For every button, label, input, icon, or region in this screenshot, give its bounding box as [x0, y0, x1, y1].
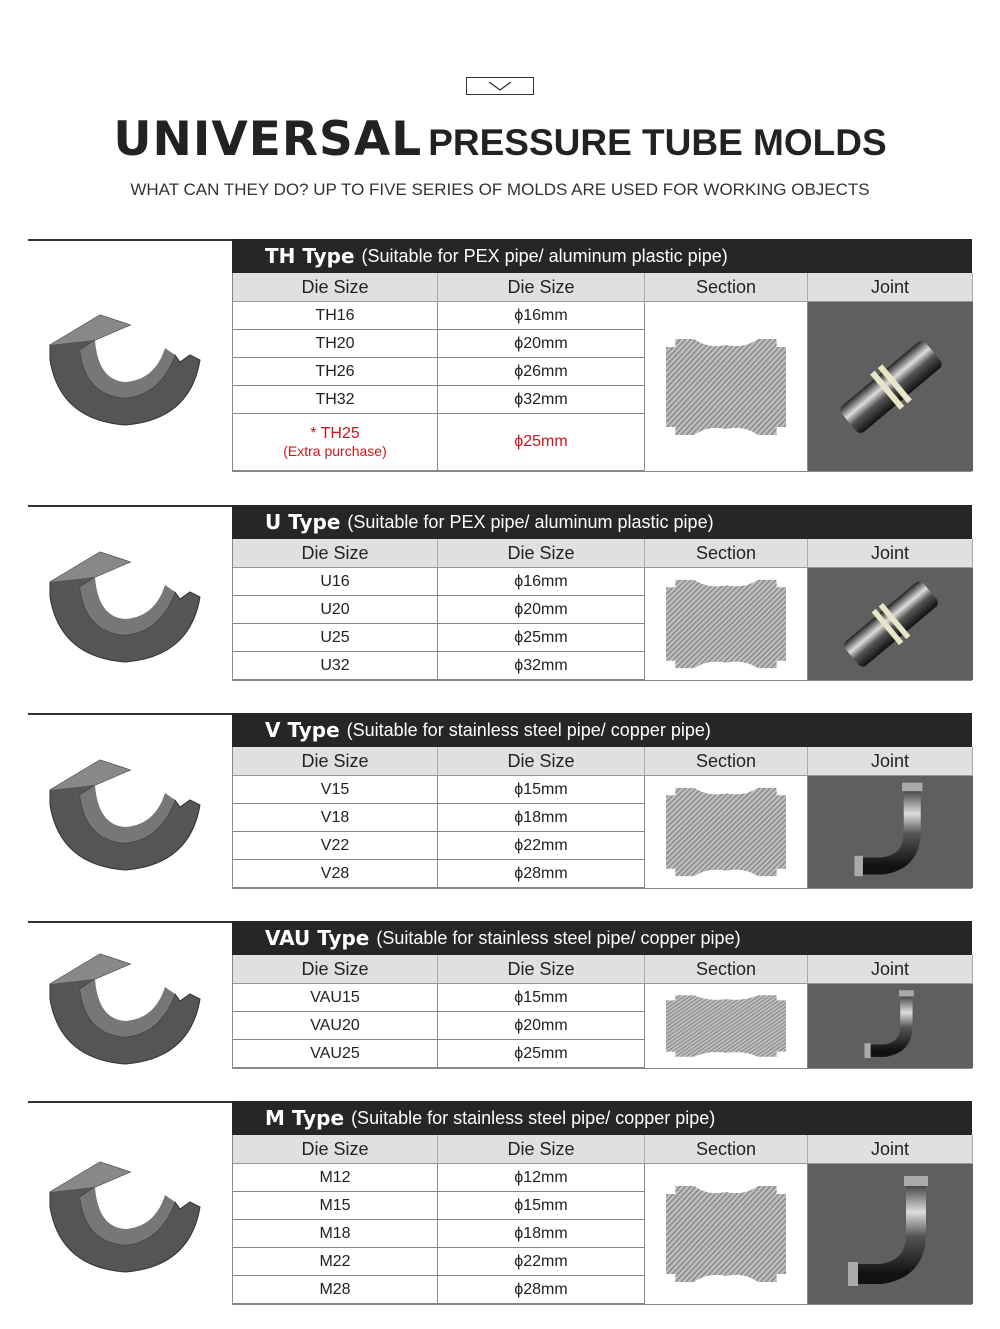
die-size: ϕ28mm	[438, 860, 645, 888]
section-divider	[28, 921, 232, 923]
table-grid	[232, 539, 972, 681]
extra-note: (Extra purchase)	[283, 443, 387, 459]
spec-table	[232, 239, 972, 472]
type-name: V Type	[265, 718, 340, 742]
die-code: M22	[233, 1248, 438, 1276]
spec-table	[232, 505, 972, 681]
table-title	[232, 1101, 972, 1135]
die-size: ϕ15mm	[438, 776, 645, 804]
die-code: VAU20	[233, 1012, 438, 1040]
die-code: M12	[233, 1164, 438, 1192]
table-grid	[232, 955, 972, 1069]
die-code: V18	[233, 804, 438, 832]
die-code: TH26	[233, 358, 438, 386]
column-header: Die Size	[438, 1135, 645, 1164]
table-title	[232, 713, 972, 747]
section-divider	[28, 505, 232, 507]
die-code: VAU25	[233, 1040, 438, 1068]
die-size: ϕ25mm	[438, 1040, 645, 1068]
column-header: Joint	[808, 955, 973, 984]
type-name: U Type	[265, 510, 341, 534]
die-code: U32	[233, 652, 438, 680]
die-code: M28	[233, 1276, 438, 1304]
column-header: Joint	[808, 539, 973, 568]
type-name: M Type	[265, 1106, 345, 1130]
die-size: ϕ20mm	[438, 596, 645, 624]
die-size: ϕ18mm	[438, 804, 645, 832]
mold-image	[40, 745, 210, 880]
die-code: V22	[233, 832, 438, 860]
joint-image	[808, 302, 973, 471]
type-description: (Suitable for stainless steel pipe/ copper pipe)	[346, 719, 711, 740]
die-size: ϕ15mm	[438, 984, 645, 1012]
section-divider	[28, 1101, 232, 1103]
die-size: ϕ20mm	[438, 1012, 645, 1040]
die-code: M18	[233, 1220, 438, 1248]
column-header: Joint	[808, 1135, 973, 1164]
column-header: Joint	[808, 273, 973, 302]
die-size: ϕ18mm	[438, 1220, 645, 1248]
type-description: (Suitable for PEX pipe/ aluminum plastic pipe)	[361, 245, 728, 266]
joint-image	[808, 568, 973, 680]
column-header: Section	[645, 273, 808, 302]
type-description: (Suitable for stainless steel pipe/ copper pipe)	[376, 927, 741, 948]
die-code: TH20	[233, 330, 438, 358]
column-header: Die Size	[233, 1135, 438, 1164]
die-size: ϕ12mm	[438, 1164, 645, 1192]
die-size: ϕ20mm	[438, 330, 645, 358]
title-main: UNIVERSAL	[113, 112, 423, 167]
type-description: (Suitable for stainless steel pipe/ copper pipe)	[351, 1107, 716, 1128]
die-code: U16	[233, 568, 438, 596]
section-profile-image	[645, 302, 808, 471]
type-name: TH Type	[265, 244, 355, 268]
type-description: (Suitable for PEX pipe/ aluminum plastic pipe)	[347, 511, 714, 532]
die-code: U25	[233, 624, 438, 652]
table-title	[232, 921, 972, 955]
column-header: Section	[645, 955, 808, 984]
spec-table	[232, 713, 972, 889]
column-header: Die Size	[438, 539, 645, 568]
column-header: Section	[645, 747, 808, 776]
table-grid	[232, 747, 972, 889]
extra-die-size: ϕ25mm	[438, 414, 645, 471]
column-header: Die Size	[233, 273, 438, 302]
mold-image	[40, 1147, 210, 1282]
die-size: ϕ16mm	[438, 568, 645, 596]
spec-table	[232, 1101, 972, 1305]
die-size: ϕ22mm	[438, 832, 645, 860]
spec-table	[232, 921, 972, 1069]
page-title	[0, 112, 1000, 167]
mold-image	[40, 300, 210, 435]
column-header: Die Size	[233, 955, 438, 984]
column-header: Die Size	[233, 747, 438, 776]
die-code: TH32	[233, 386, 438, 414]
die-size: ϕ22mm	[438, 1248, 645, 1276]
table-title	[232, 505, 972, 539]
column-header: Die Size	[233, 539, 438, 568]
section-profile-image	[645, 1164, 808, 1304]
column-header: Section	[645, 539, 808, 568]
joint-image	[808, 1164, 973, 1304]
section-profile-image	[645, 984, 808, 1068]
column-header: Die Size	[438, 273, 645, 302]
die-size: ϕ16mm	[438, 302, 645, 330]
die-code: M15	[233, 1192, 438, 1220]
type-name: VAU Type	[265, 926, 370, 950]
die-size: ϕ15mm	[438, 1192, 645, 1220]
table-grid	[232, 273, 972, 472]
column-header: Die Size	[438, 747, 645, 776]
title-secondary: PRESSURE TUBE MOLDS	[428, 122, 887, 163]
die-size: ϕ25mm	[438, 624, 645, 652]
column-header: Die Size	[438, 955, 645, 984]
column-header: Section	[645, 1135, 808, 1164]
die-code: VAU15	[233, 984, 438, 1012]
die-code: U20	[233, 596, 438, 624]
table-grid	[232, 1135, 972, 1305]
chevron-down-icon	[486, 80, 514, 92]
die-size: ϕ32mm	[438, 652, 645, 680]
die-code: V15	[233, 776, 438, 804]
die-size: ϕ26mm	[438, 358, 645, 386]
die-size: ϕ32mm	[438, 386, 645, 414]
section-divider	[28, 713, 232, 715]
extra-die-code	[233, 414, 438, 471]
subtitle: WHAT CAN THEY DO? UP TO FIVE SERIES OF MOLDS ARE USED FOR WORKING OBJECTS	[130, 180, 870, 199]
mold-image	[40, 537, 210, 672]
extra-code: * TH25	[310, 425, 360, 442]
scroll-down-button[interactable]	[466, 77, 534, 95]
die-size: ϕ28mm	[438, 1276, 645, 1304]
table-title	[232, 239, 972, 273]
section-profile-image	[645, 776, 808, 888]
die-code: V28	[233, 860, 438, 888]
section-profile-image	[645, 568, 808, 680]
mold-image	[40, 939, 210, 1074]
joint-image	[808, 984, 973, 1068]
die-code: TH16	[233, 302, 438, 330]
joint-image	[808, 776, 973, 888]
section-divider	[28, 239, 232, 241]
column-header: Joint	[808, 747, 973, 776]
